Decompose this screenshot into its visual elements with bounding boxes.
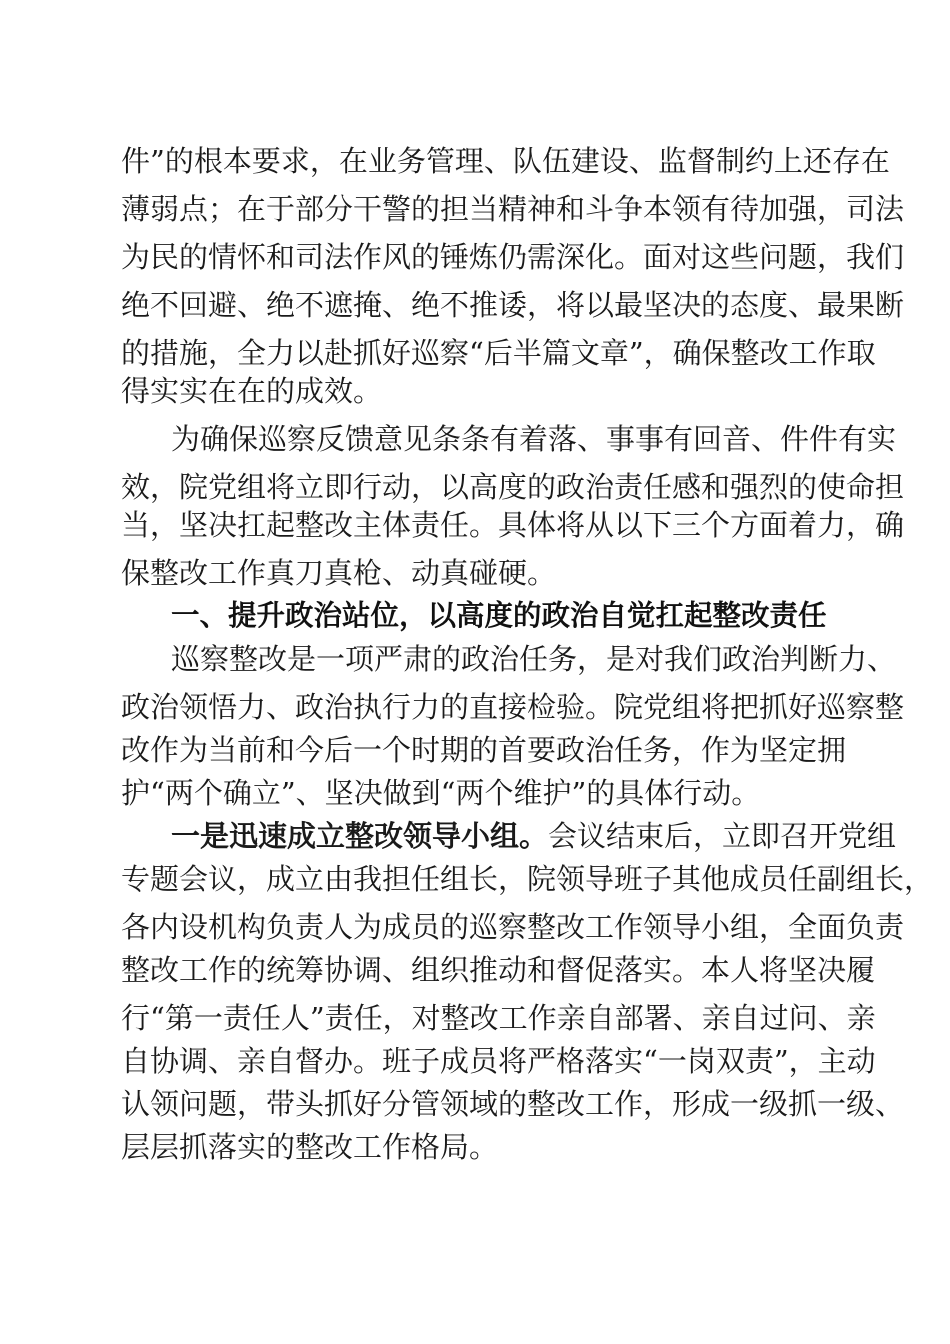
text-line: 得实实在在的成效。 <box>121 374 383 408</box>
text-line <box>171 816 897 856</box>
text-line: 巡察整改是一项严肃的政治任务，是对我们政治判断力、 <box>171 642 897 676</box>
text-line: 保整改工作真刀真枪、动真碰硬。 <box>121 556 557 590</box>
text-line: 政治领悟力、政治执行力的直接检验。院党组将把抓好巡察整 <box>121 690 905 724</box>
text-line: 层层抓落实的整改工作格局。 <box>121 1130 499 1164</box>
text-span: 会议结束后，立即召开党组 <box>548 819 897 853</box>
section-heading: 一、提升政治站位，以高度的政治自觉扛起整改责任 <box>171 599 827 632</box>
text-line: 护“两个确立”、坚决做到“两个维护”的具体行动。 <box>121 776 761 810</box>
text-line: 为确保巡察反馈意见条条有着落、事事有回音、件件有实 <box>171 422 897 456</box>
text-line: 行“第一责任人”责任，对整改工作亲自部署、亲自过问、亲 <box>121 1001 876 1035</box>
paragraph-lead: 一是迅速成立整改领导小组。 <box>171 819 549 853</box>
text-line: 整改工作的统筹协调、组织推动和督促落实。本人将坚决履 <box>121 953 876 987</box>
text-line: 效，院党组将立即行动，以高度的政治责任感和强烈的使命担 <box>121 470 905 504</box>
text-line: 薄弱点；在于部分干警的担当精神和斗争本领有待加强，司法 <box>121 192 905 226</box>
text-line: 绝不回避、绝不遮掩、绝不推诿，将以最坚决的态度、最果断 <box>121 288 905 322</box>
text-line: 自协调、亲自督办。班子成员将严格落实“一岗双责”，主动 <box>121 1044 876 1078</box>
text-line: 改作为当前和今后一个时期的首要政治任务，作为坚定拥 <box>121 733 847 767</box>
text-line: 件”的根本要求，在业务管理、队伍建设、监督制约上还存在 <box>121 144 890 178</box>
text-line: 各内设机构负责人为成员的巡察整改工作领导小组，全面负责 <box>121 910 905 944</box>
text-line: 认领问题，带头抓好分管领域的整改工作，形成一级抓一级、 <box>121 1087 905 1121</box>
text-line: 的措施，全力以赴抓好巡察“后半篇文章”，确保整改工作取 <box>121 336 876 370</box>
text-line: 为民的情怀和司法作风的锤炼仍需深化。面对这些问题，我们 <box>121 240 905 274</box>
text-line: 专题会议，成立由我担任组长，院领导班子其他成员任副组长， <box>121 862 934 896</box>
text-line: 当，坚决扛起整改主体责任。具体将从以下三个方面着力，确 <box>121 508 905 542</box>
